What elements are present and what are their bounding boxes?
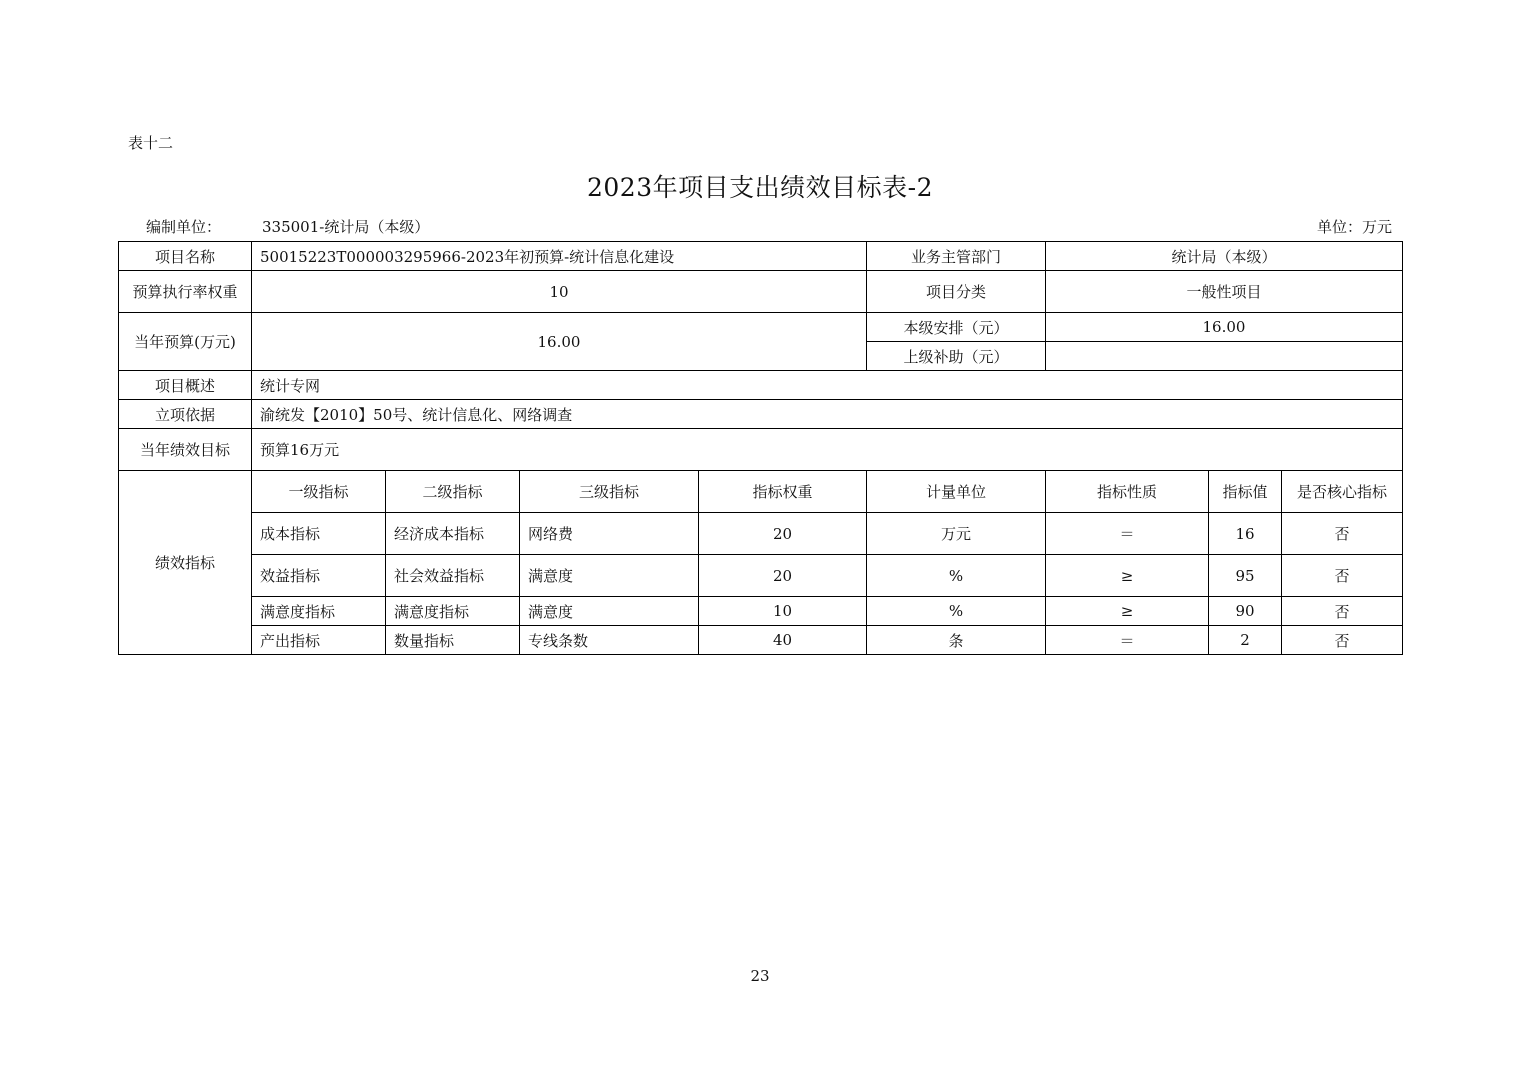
project-name-label: 项目名称	[119, 242, 252, 271]
table-row	[119, 555, 1403, 597]
indicator-cell: 满意度	[520, 555, 699, 597]
indicator-header: 三级指标	[520, 471, 699, 513]
indicator-cell: 否	[1282, 513, 1403, 555]
basis-value: 渝统发【2010】50号、统计信息化、网络调查	[252, 400, 1403, 429]
basis-label: 立项依据	[119, 400, 252, 429]
category-value: 一般性项目	[1046, 271, 1403, 313]
indicator-cell: %	[867, 597, 1046, 626]
indicator-cell: ≥	[1046, 555, 1209, 597]
indicator-cell: ＝	[1046, 626, 1209, 655]
indicator-cell: 95	[1209, 555, 1282, 597]
indicator-cell: 满意度指标	[386, 597, 520, 626]
indicator-cell: 满意度指标	[252, 597, 386, 626]
indicator-cell: 产出指标	[252, 626, 386, 655]
indicator-cell: 40	[699, 626, 867, 655]
indicators-label: 绩效指标	[119, 471, 252, 655]
indicator-cell: 万元	[867, 513, 1046, 555]
goal-value: 预算16万元	[252, 429, 1403, 471]
indicator-cell: ＝	[1046, 513, 1209, 555]
page-title: 2023年项目支出绩效目标表-2	[587, 173, 933, 202]
indicator-header: 指标值	[1209, 471, 1282, 513]
indicator-cell: 经济成本指标	[386, 513, 520, 555]
goal-label: 当年绩效目标	[119, 429, 252, 471]
indicator-cell: 数量指标	[386, 626, 520, 655]
unit-label: 单位：万元	[1316, 218, 1392, 236]
table-row	[119, 626, 1403, 655]
budget-value: 16.00	[252, 313, 867, 371]
indicator-cell: 否	[1282, 597, 1403, 626]
indicator-header: 是否核心指标	[1282, 471, 1403, 513]
indicator-cell: 16	[1209, 513, 1282, 555]
weight-label: 预算执行率权重	[119, 271, 252, 313]
indicator-cell: ≥	[1046, 597, 1209, 626]
category-label: 项目分类	[867, 271, 1046, 313]
weight-value: 10	[252, 271, 867, 313]
header-info-row	[118, 216, 1402, 238]
local-value: 16.00	[1046, 313, 1403, 342]
indicator-header: 指标性质	[1046, 471, 1209, 513]
superior-label: 上级补助（元）	[867, 342, 1046, 371]
org-value: 335001-统计局（本级）	[262, 218, 430, 236]
overview-value: 统计专网	[252, 371, 1403, 400]
indicator-cell: 成本指标	[252, 513, 386, 555]
indicator-cell: 网络费	[520, 513, 699, 555]
page-number: 23	[750, 967, 770, 985]
indicator-cell: 效益指标	[252, 555, 386, 597]
indicator-cell: 10	[699, 597, 867, 626]
dept-value: 统计局（本级）	[1046, 242, 1403, 271]
indicator-cell: 2	[1209, 626, 1282, 655]
project-name: 50015223T000003295966-2023年初预算-统计信息化建设	[252, 242, 867, 271]
indicator-header: 计量单位	[867, 471, 1046, 513]
indicator-header: 指标权重	[699, 471, 867, 513]
performance-table	[118, 241, 1403, 655]
indicator-cell: %	[867, 555, 1046, 597]
overview-label: 项目概述	[119, 371, 252, 400]
indicator-cell: 满意度	[520, 597, 699, 626]
table-row	[119, 513, 1403, 555]
indicator-cell: 否	[1282, 555, 1403, 597]
org-label: 编制单位：	[146, 218, 222, 236]
dept-label: 业务主管部门	[867, 242, 1046, 271]
indicator-cell: 专线条数	[520, 626, 699, 655]
indicator-cell: 20	[699, 555, 867, 597]
budget-label: 当年预算(万元)	[119, 313, 252, 371]
indicator-header: 一级指标	[252, 471, 386, 513]
superior-value	[1046, 342, 1403, 371]
indicator-cell: 20	[699, 513, 867, 555]
table-label: 表十二	[128, 134, 174, 152]
indicator-cell: 社会效益指标	[386, 555, 520, 597]
indicator-cell: 条	[867, 626, 1046, 655]
indicator-cell: 否	[1282, 626, 1403, 655]
table-row	[119, 597, 1403, 626]
local-label: 本级安排（元）	[867, 313, 1046, 342]
indicator-cell: 90	[1209, 597, 1282, 626]
indicator-header: 二级指标	[386, 471, 520, 513]
